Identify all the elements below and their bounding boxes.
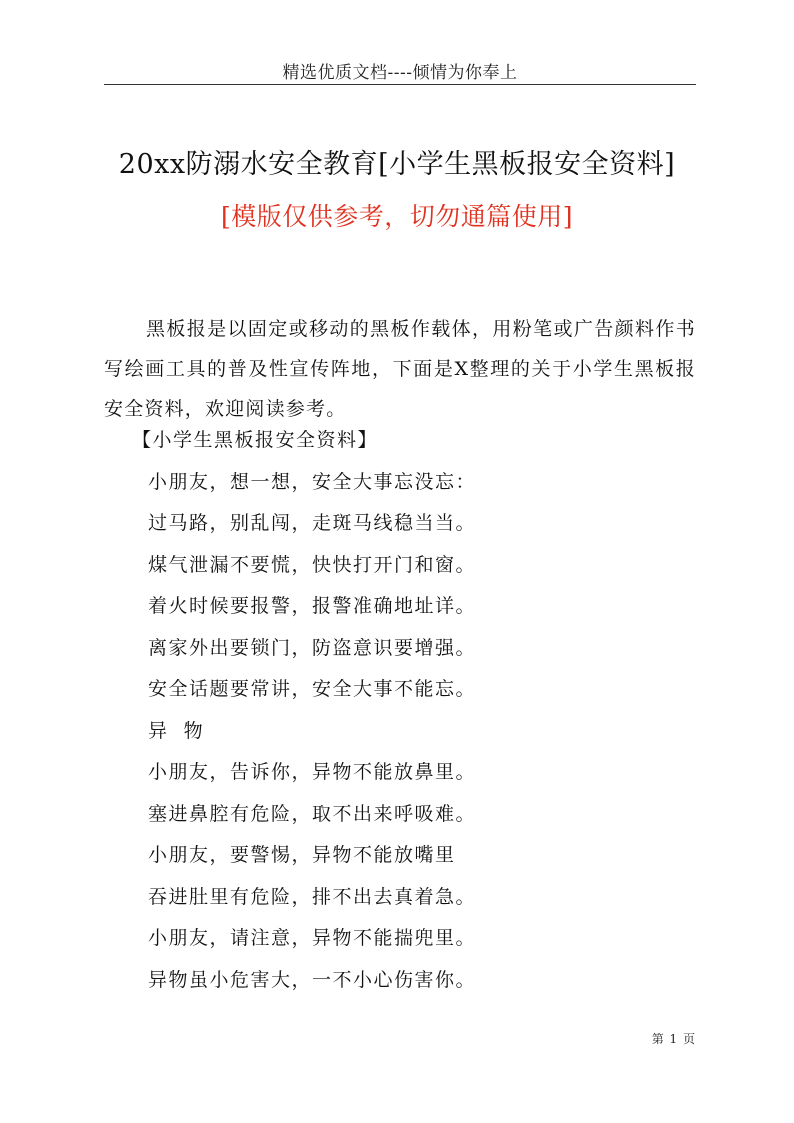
body-line: 小朋友，想一想，安全大事忘没忘： bbox=[148, 470, 477, 493]
section-heading: 【小学生黑板报安全资料】 bbox=[132, 429, 379, 451]
body-line: 异物虽小危害大，一不小心伤害你。 bbox=[148, 968, 477, 991]
page-header: 精选优质文档----倾情为你奉上 bbox=[282, 63, 518, 83]
body-line: 塞进鼻腔有危险，取不出来呼吸难。 bbox=[148, 802, 477, 825]
document-title: 20xx防溺水安全教育[小学生黑板报安全资料] bbox=[118, 149, 676, 180]
body-line: 离家外出要锁门，防盗意识要增强。 bbox=[148, 636, 477, 659]
subsection-heading: 异 物 bbox=[148, 719, 205, 742]
body-line: 小朋友，请注意，异物不能揣兜里。 bbox=[148, 927, 477, 949]
body-line: 过马路，别乱闯，走斑马线稳当当。 bbox=[148, 512, 477, 534]
document-subtitle: [模版仅供参考，切勿通篇使用] bbox=[220, 202, 573, 231]
body-line: 小朋友，要警惕，异物不能放嘴里 bbox=[148, 844, 456, 866]
body-line: 吞进肚里有危险，排不出去真着急。 bbox=[148, 885, 477, 908]
intro-paragraph: 黑板报是以固定或移动的黑板作载体，用粉笔或广告颜料作书写绘画工具的普及性宣传阵地，下面是X整理的关于小学生黑板报安全资料，欢迎阅读参考。 bbox=[104, 318, 696, 420]
body-line: 小朋友，告诉你，异物不能放鼻里。 bbox=[148, 761, 477, 783]
header-divider bbox=[104, 84, 696, 85]
body-line: 着火时候要报警，报警准确地址详。 bbox=[148, 595, 477, 617]
body-lines bbox=[132, 420, 696, 1001]
body-line: 安全话题要常讲，安全大事不能忘。 bbox=[148, 678, 477, 700]
page-number: 第 1 页 bbox=[651, 1032, 696, 1046]
body-line: 煤气泄漏不要慌，快快打开门和窗。 bbox=[148, 553, 477, 576]
